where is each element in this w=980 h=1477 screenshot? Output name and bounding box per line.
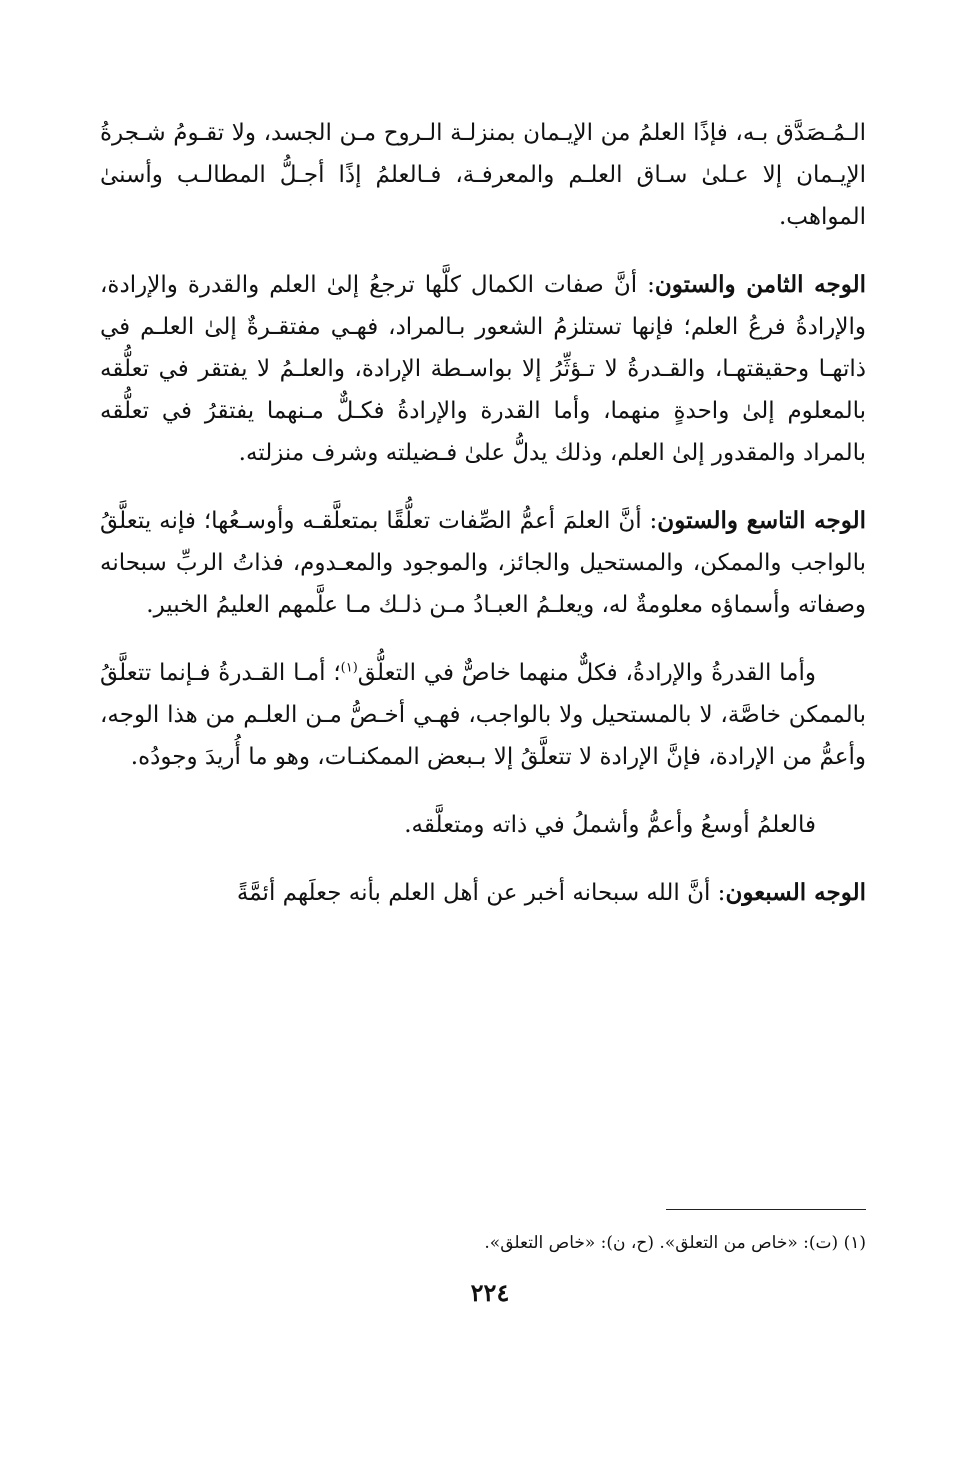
paragraph-6 bbox=[100, 872, 866, 914]
paragraph-4-text-after-ref: ؛ أمـا القـدرةُ فـإنما تتعلَّقُ بالممكن خاصَّة، لا بالمستحيل ولا بالواجب، فهـي أخـصُّ مـن العلـم من هذا الوجه، وأعمُّ من الإرادة، فإنَّ الإرادة لا تتعلَّقُ إلا بـبعض الممكنـات، وهو ما أُريدَ وجودُه. bbox=[100, 660, 866, 770]
paragraph-1 bbox=[100, 112, 866, 238]
paragraph-4 bbox=[100, 652, 866, 778]
footnote-reference[interactable]: (١) bbox=[340, 660, 358, 676]
paragraph-3 bbox=[100, 500, 866, 626]
paragraph-4-text-before-ref: وأما القدرةُ والإرادةُ، فكلٌّ منهما خاصٌّ في التعلُّق bbox=[357, 660, 816, 686]
paragraph-3-heading: الوجه التاسع والستون bbox=[657, 507, 866, 534]
footnote bbox=[100, 1230, 866, 1256]
paragraph-2-text: : أنَّ صفات الكمال كلَّها ترجعُ إلىٰ العلم والقدرة والإرادة، والإرادةُ فرعُ العلم؛ فإنها تستلزمُ الشعور بـالمراد، فهـي مفتقـرةٌ إلىٰ العلـم في ذاتهـا وحقيقتهـا، والقـدرةُ لا تـؤثِّرُ إلا بواسـطة الإرادة، والعلـمُ لا يفتقر في تعلُّقه بالمعلوم إلىٰ واحدةٍ منهما، وأما القدرة والإرادةُ فكـلٌّ مـنهما يفتقرُ في تعلُّقه بالمراد والمقدور إلىٰ العلم، وذلك يدلُّ علىٰ فـضيلته وشرف منزلته. bbox=[100, 272, 866, 466]
paragraph-1-text: الـمُـصَدَّق بـه، فإذًا العلمُ من الإيـمان بمنزلـة الـروح مـن الجسد، ولا تقـومُ شـجرةُ الإيـمان إلا عـلىٰ سـاق العلـم والمعرفـة، فـالعلمُ إذًا أجـلُّ المطالـب وأسنىٰ المواهب. bbox=[100, 120, 866, 230]
paragraph-5-text: فالعلمُ أوسعُ وأعمُّ وأشملُ في ذاته ومتعلَّقه. bbox=[404, 812, 816, 838]
page-number: ٢٢٤ bbox=[470, 1278, 510, 1307]
paragraph-6-heading: الوجه السبعون bbox=[725, 879, 866, 906]
paragraph-3-text: : أنَّ العلمَ أعمُّ الصِّفات تعلُّقًا بمتعلَّقـه وأوسـعُها؛ فإنه يتعلَّقُ بالواجب والممكن، والمستحيل والجائز، والموجود والمعـدوم، فذاتُ الربِّ سبحانه وصفاته وأسماؤه معلومةٌ له، ويعلـمُ العبـادُ مـن ذلـك مـا علَّمهم العليمُ الخبير. bbox=[100, 508, 866, 618]
footnote-divider bbox=[666, 1209, 866, 1210]
footnote-text: (ت): «خاص من التعلق». (ح، ن): «خاص التعلق». bbox=[484, 1233, 839, 1253]
paragraph-6-text: : أنَّ الله سبحانه أخبر عن أهل العلم بأنه جعلَهم أئمَّةً bbox=[236, 880, 726, 906]
page-body bbox=[100, 112, 866, 940]
paragraph-2 bbox=[100, 264, 866, 474]
paragraph-2-heading: الوجه الثامن والستون bbox=[654, 271, 866, 298]
paragraph-5 bbox=[100, 804, 866, 846]
footnote-number: (١) bbox=[843, 1233, 866, 1253]
